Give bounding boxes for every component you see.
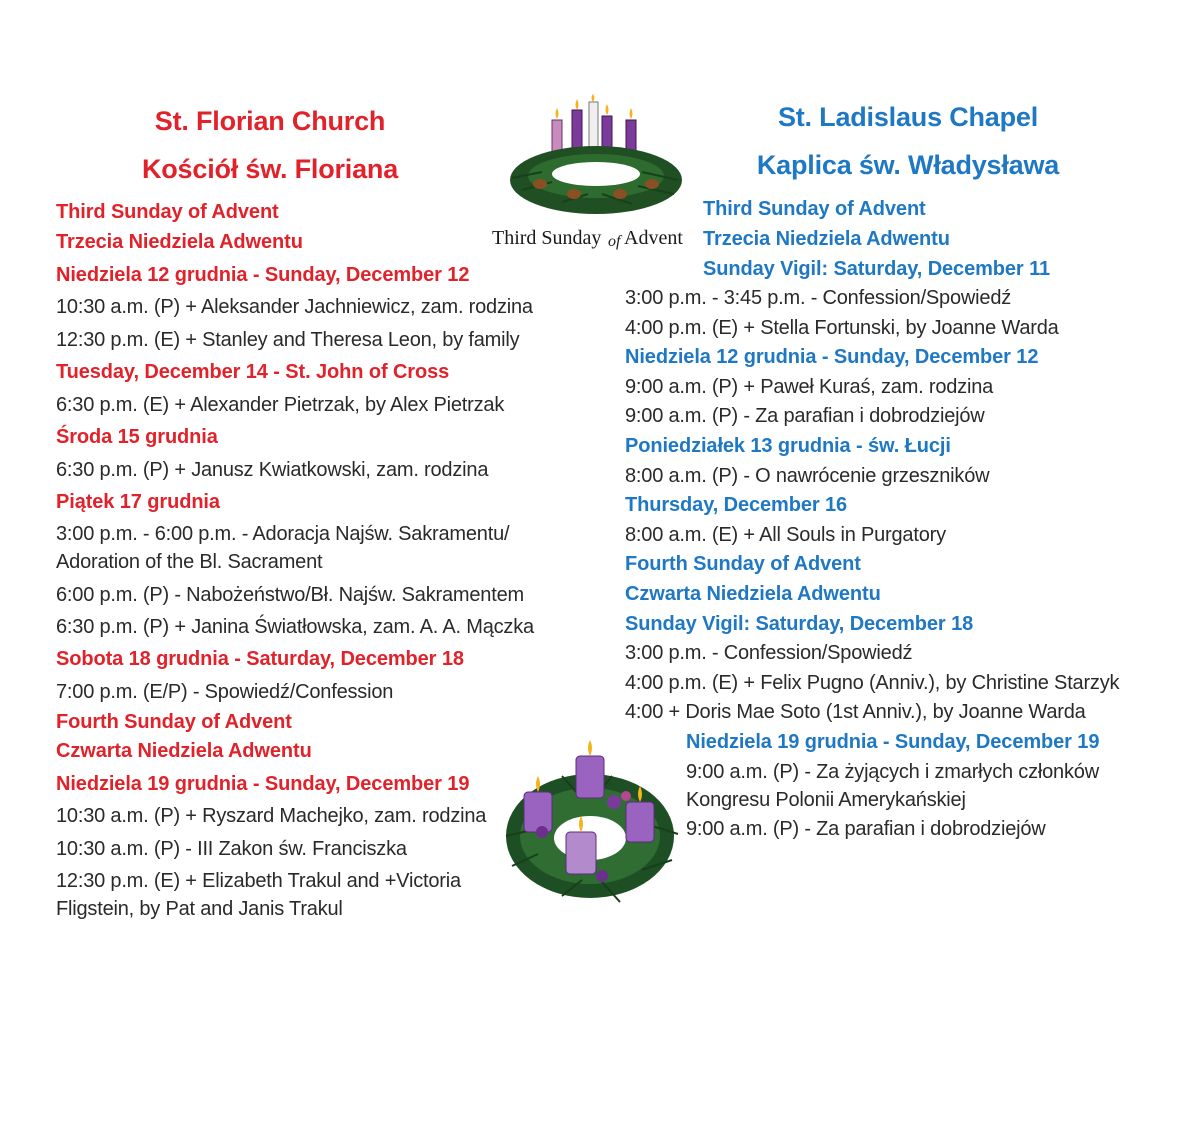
right-mass-line: 3:00 p.m. - 3:45 p.m. - Confession/Spowiedź bbox=[625, 287, 1012, 309]
left-heading: Tuesday, December 14 - St. John of Cross bbox=[56, 361, 450, 383]
right-heading: Trzecia Niedziela Adwentu bbox=[703, 228, 950, 250]
left-mass-line: 12:30 p.m. (E) + Stanley and Theresa Leon, by family bbox=[56, 329, 520, 351]
right-mass-line: 4:00 p.m. (E) + Stella Fortunski, by Joanne Warda bbox=[625, 317, 1059, 339]
left-church-title: St. Florian Church bbox=[154, 106, 386, 136]
left-church-title-polish: Kościół św. Floriana bbox=[141, 154, 399, 184]
left-mass-line: Fligstein, by Pat and Janis Trakul bbox=[56, 898, 343, 920]
left-heading: Fourth Sunday of Advent bbox=[56, 711, 292, 733]
right-heading: Third Sunday of Advent bbox=[703, 198, 926, 220]
right-heading: Niedziela 12 grudnia - Sunday, December 12 bbox=[625, 346, 1039, 368]
left-heading: Piątek 17 grudnia bbox=[56, 491, 220, 513]
right-mass-line: Kongresu Polonii Amerykańskiej bbox=[686, 789, 966, 811]
left-mass-line: 6:00 p.m. (P) - Nabożeństwo/Bł. Najśw. Sakramentem bbox=[56, 584, 524, 606]
left-mass-line: Adoration of the Bl. Sacrament bbox=[56, 551, 323, 573]
right-heading: Sunday Vigil: Saturday, December 18 bbox=[625, 613, 974, 635]
right-mass-line: 8:00 a.m. (P) - O nawrócenie grzeszników bbox=[625, 465, 990, 487]
right-chapel-title-polish: Kaplica św. Władysława bbox=[756, 150, 1060, 180]
right-mass-line: 9:00 a.m. (P) - Za parafian i dobrodziejów bbox=[686, 818, 1046, 840]
right-heading: Czwarta Niedziela Adwentu bbox=[625, 583, 881, 605]
right-mass-line: 9:00 a.m. (P) - Za parafian i dobrodziejów bbox=[625, 405, 985, 427]
left-heading: Third Sunday of Advent bbox=[56, 201, 279, 223]
left-heading: Niedziela 19 grudnia - Sunday, December 19 bbox=[56, 773, 470, 795]
right-mass-line: 4:00 p.m. (E) + Felix Pugno (Anniv.), by Christine Starzyk bbox=[625, 672, 1120, 694]
right-mass-line: 4:00 + Doris Mae Soto (1st Anniv.), by Joanne Warda bbox=[625, 701, 1086, 723]
right-chapel-title: St. Ladislaus Chapel bbox=[777, 102, 1039, 132]
right-heading: Fourth Sunday of Advent bbox=[625, 553, 861, 575]
left-mass-line: 6:30 p.m. (P) + Janusz Kwiatkowski, zam. rodzina bbox=[56, 459, 489, 481]
right-heading: Sunday Vigil: Saturday, December 11 bbox=[703, 258, 1051, 280]
left-mass-line: 6:30 p.m. (E) + Alexander Pietrzak, by Alex Pietrzak bbox=[56, 394, 505, 416]
right-heading: Poniedziałek 13 grudnia - św. Łucji bbox=[625, 435, 951, 457]
left-mass-line: 10:30 a.m. (P) + Ryszard Machejko, zam. rodzina bbox=[56, 805, 487, 827]
left-heading: Sobota 18 grudnia - Saturday, December 18 bbox=[56, 648, 464, 670]
left-mass-line: 6:30 p.m. (P) + Janina Światłowska, zam. A. A. Mączka bbox=[56, 616, 534, 638]
right-mass-line: 9:00 a.m. (P) - Za żyjących i zmarłych członków bbox=[686, 761, 1099, 783]
advent-caption-of: of bbox=[608, 233, 621, 250]
left-heading: Środa 15 grudnia bbox=[56, 426, 218, 448]
left-mass-line: 10:30 a.m. (P) - III Zakon św. Franciszka bbox=[56, 838, 407, 860]
advent-caption-main: Third Sunday bbox=[492, 227, 602, 249]
left-heading: Trzecia Niedziela Adwentu bbox=[56, 231, 303, 253]
left-mass-line: 12:30 p.m. (E) + Elizabeth Trakul and +Victoria bbox=[56, 870, 461, 892]
left-heading: Niedziela 12 grudnia - Sunday, December 12 bbox=[56, 264, 470, 286]
right-mass-line: 8:00 a.m. (E) + All Souls in Purgatory bbox=[625, 524, 946, 546]
left-mass-line: 3:00 p.m. - 6:00 p.m. - Adoracja Najśw. Sakramentu/ bbox=[56, 523, 510, 545]
right-heading: Niedziela 19 grudnia - Sunday, December 19 bbox=[686, 731, 1100, 753]
right-mass-line: 3:00 p.m. - Confession/Spowiedź bbox=[625, 642, 913, 664]
advent-wreath-image-bottom bbox=[502, 736, 680, 908]
advent-wreath-candles-icon bbox=[502, 736, 680, 908]
right-mass-line: 9:00 a.m. (P) + Paweł Kuraś, zam. rodzina bbox=[625, 376, 994, 398]
left-mass-line: 7:00 p.m. (E/P) - Spowiedź/Confession bbox=[56, 681, 394, 703]
right-heading: Thursday, December 16 bbox=[625, 494, 848, 516]
advent-wreath-image-top bbox=[492, 94, 696, 254]
advent-caption-end: Advent bbox=[624, 227, 683, 249]
advent-wreath-icon bbox=[492, 94, 696, 254]
left-mass-line: 10:30 a.m. (P) + Aleksander Jachniewicz, zam. rodzina bbox=[56, 296, 533, 318]
left-heading: Czwarta Niedziela Adwentu bbox=[56, 740, 312, 762]
